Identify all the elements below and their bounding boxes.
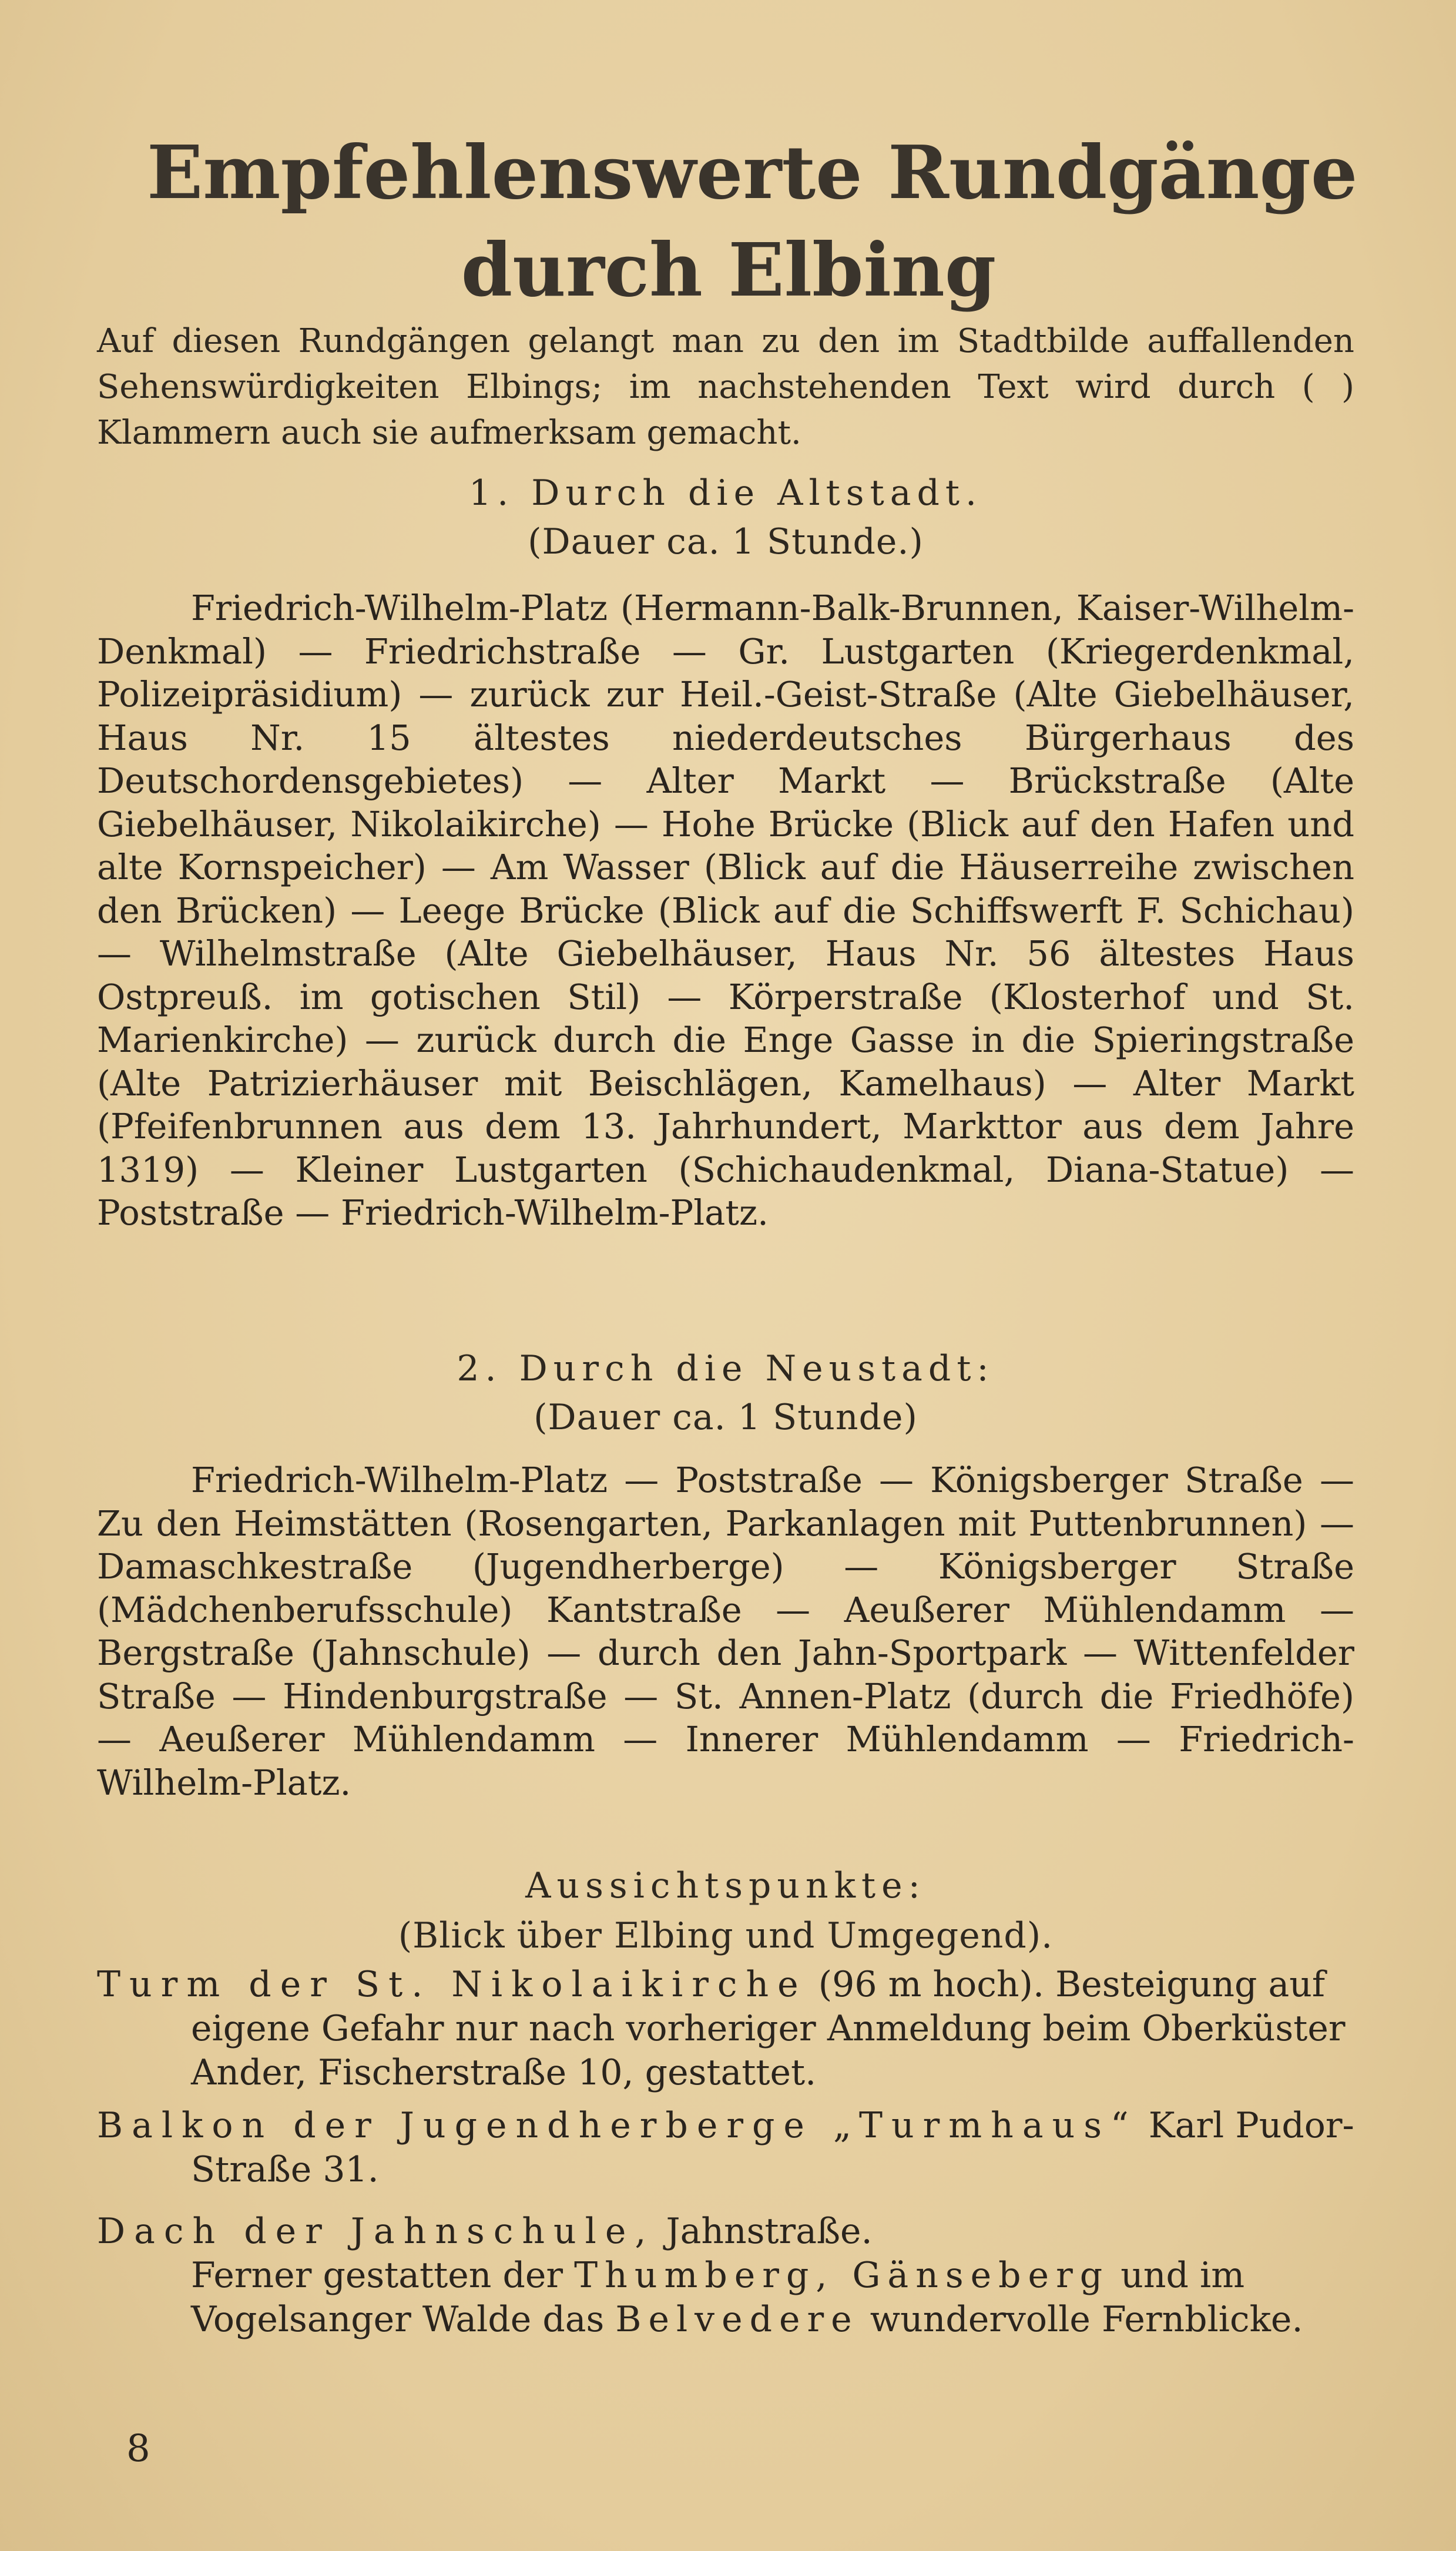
- route2-heading: 2. Durch die Neustadt:: [457, 1348, 995, 1389]
- route2-duration: (Dauer ca. 1 Stunde): [534, 1397, 918, 1438]
- view-item-jahnschule: [97, 2210, 1354, 2254]
- intro-paragraph: Auf diesen Rundgängen gelangt man zu den im Stadtbilde auffallenden Sehenswürdigkeiten Elbings; im nachstehenden Text wird durch ( ) Klammern auch sie aufmerksam gemacht.: [97, 322, 1354, 452]
- view-item-further: [191, 2254, 1354, 2342]
- title-line-2: durch Elbing: [461, 227, 997, 313]
- further-text-c: und im Vogelsanger Walde das: [191, 2255, 1245, 2340]
- route1-duration: (Dauer ca. 1 Stunde.): [528, 521, 924, 562]
- view-item-nikolaikirche: [97, 1963, 1354, 2095]
- view-item-head: Turm der St. Nikolaikirche: [97, 1964, 807, 2005]
- further-text-e: wundervolle Fernblicke.: [870, 2299, 1303, 2340]
- view-item-jugendherberge: [97, 2104, 1354, 2192]
- further-belvedere: Belvedere: [615, 2299, 859, 2340]
- further-places: Thumberg, Gänseberg: [574, 2255, 1110, 2296]
- route2-text: Friedrich-Wilhelm-Platz — Poststraße — Königsberger Straße — Zu den Heimstätten (Rosengarten, Parkanlagen mit Puttenbrunnen) — Damaschkestraße (Jugendherberge) — Königsberger Straße (Mädchenberufsschule) Kantstraße — Aeußerer Mühlendamm — Bergstraße (Jahnschule) — durch den Jahn-Sportpark — Wittenfelder Straße — Hindenburgstraße — St. Annen-Platz (durch die Friedhöfe) — Aeußerer Mühlendamm — Innerer Mühlendamm — Friedrich-Wilhelm-Platz.: [97, 1460, 1354, 1803]
- view-item-head: Balkon der Jugendherberge „Turmhaus“: [97, 2105, 1138, 2146]
- route1-heading: 1. Durch die Altstadt.: [468, 472, 983, 514]
- view-item-text: (96 m hoch). Besteigung auf eigene Gefahr nur nach vorheriger Anmeldung beim Oberküster Ander, Fischerstraße 10, gestattet.: [191, 1964, 1346, 2093]
- views-heading: Aussichtspunkte:: [525, 1865, 926, 1906]
- page-number: 8: [126, 2427, 150, 2470]
- route1-text: Friedrich-Wilhelm-Platz (Hermann-Balk-Brunnen, Kaiser-Wilhelm-Denkmal) — Friedrichstraße — Gr. Lustgarten (Kriegerdenkmal, Polizeipräsidium) — zurück zur Heil.-Geist-Straße (Alte Giebelhäuser, Haus Nr. 15 ältestes niederdeutsches Bürgerhaus des Deutschordensgebietes) — Alter Markt — Brückstraße (Alte Giebelhäuser, Nikolaikirche) — Hohe Brücke (Blick auf den Hafen und alte Kornspeicher) — Am Wasser (Blick auf die Häuserreihe zwischen den Brücken) — Leege Brücke (Blick auf die Schiffswerft F. Schichau) — Wilhelmstraße (Alte Giebelhäuser, Haus Nr. 56 ältestes Haus Ostpreuß. im gotischen Stil) — Körperstraße (Klosterhof und St. Marienkirche) — zurück durch die Enge Gasse in die Spieringstraße (Alte Patrizierhäuser mit Beischlägen, Kamelhaus) — Alter Markt (Pfeifenbrunnen aus dem 13. Jahrhundert, Markttor aus dem Jahre 1319) — Kleiner Lustgarten (Schichaudenkmal, Diana-Statue) — Poststraße — Friedrich-Wilhelm-Platz.: [97, 588, 1354, 1233]
- views-subheading: (Blick über Elbing und Umgegend).: [398, 1915, 1054, 1956]
- further-text-a: Ferner gestatten der: [191, 2255, 563, 2296]
- view-item-text: Jahnstraße.: [666, 2211, 873, 2252]
- view-item-head: Dach der Jahnschule,: [97, 2211, 655, 2252]
- view-item-text: Karl Pudor-Straße 31.: [191, 2105, 1354, 2190]
- title-line-1: Empfehlenswerte Rundgänge: [147, 130, 1358, 216]
